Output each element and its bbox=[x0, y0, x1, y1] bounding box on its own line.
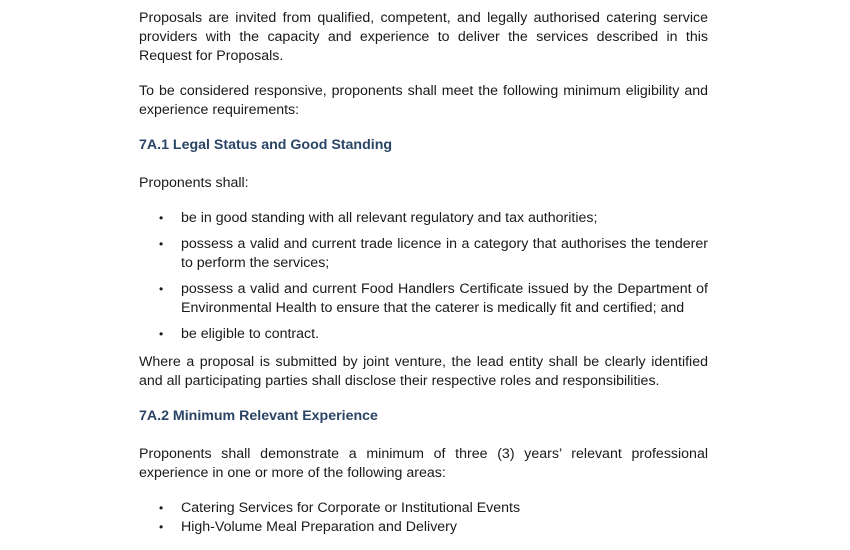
list-item bbox=[139, 499, 708, 518]
requirements-list bbox=[139, 209, 708, 344]
bullet-icon: • bbox=[159, 327, 164, 341]
list-item bbox=[139, 518, 708, 537]
list-item bbox=[139, 280, 708, 318]
list-item bbox=[139, 209, 708, 228]
bullet-icon: • bbox=[159, 237, 164, 251]
section-lead-text: Proponents shall: bbox=[139, 175, 249, 191]
list-item-text: be eligible to contract. bbox=[181, 326, 320, 342]
intro-paragraph: Proposals are invited from qualified, competent, and legally authorised catering service providers with the capacity and experience to deliver the services described in this Request for Proposals. bbox=[139, 10, 708, 64]
bullet-icon: • bbox=[159, 282, 164, 296]
experience-lead-paragraph: Proponents shall demonstrate a minimum of three (3) years’ relevant professional experience in one or more of the following areas: bbox=[139, 446, 708, 481]
list-item bbox=[139, 325, 708, 344]
experience-areas-list bbox=[139, 499, 708, 537]
bullet-icon: • bbox=[159, 211, 164, 225]
section-heading-experience: 7A.2 Minimum Relevant Experience bbox=[139, 408, 378, 424]
bullet-icon: • bbox=[159, 501, 164, 515]
list-item-text: possess a valid and current Food Handlers Certificate issued by the Department of Environmental Health to ensure that the caterer is medically fit and certified; and bbox=[181, 281, 708, 316]
list-item-text: Catering Services for Corporate or Institutional Events bbox=[181, 500, 521, 516]
list-item-text: possess a valid and current trade licence in a category that authorises the tenderer to perform the services; bbox=[181, 236, 708, 271]
joint-venture-paragraph: Where a proposal is submitted by joint venture, the lead entity shall be clearly identified and all participating parties shall disclose their respective roles and responsibilities. bbox=[139, 354, 708, 389]
eligibility-intro-paragraph: To be considered responsive, proponents shall meet the following minimum eligibility and experience requirements: bbox=[139, 83, 708, 118]
bullet-icon: • bbox=[159, 520, 164, 534]
document-page bbox=[139, 9, 708, 537]
list-item-text: be in good standing with all relevant regulatory and tax authorities; bbox=[181, 210, 598, 226]
list-item-text: High-Volume Meal Preparation and Delivery bbox=[181, 519, 458, 535]
list-item bbox=[139, 235, 708, 273]
section-heading-legal-status: 7A.1 Legal Status and Good Standing bbox=[139, 137, 393, 153]
